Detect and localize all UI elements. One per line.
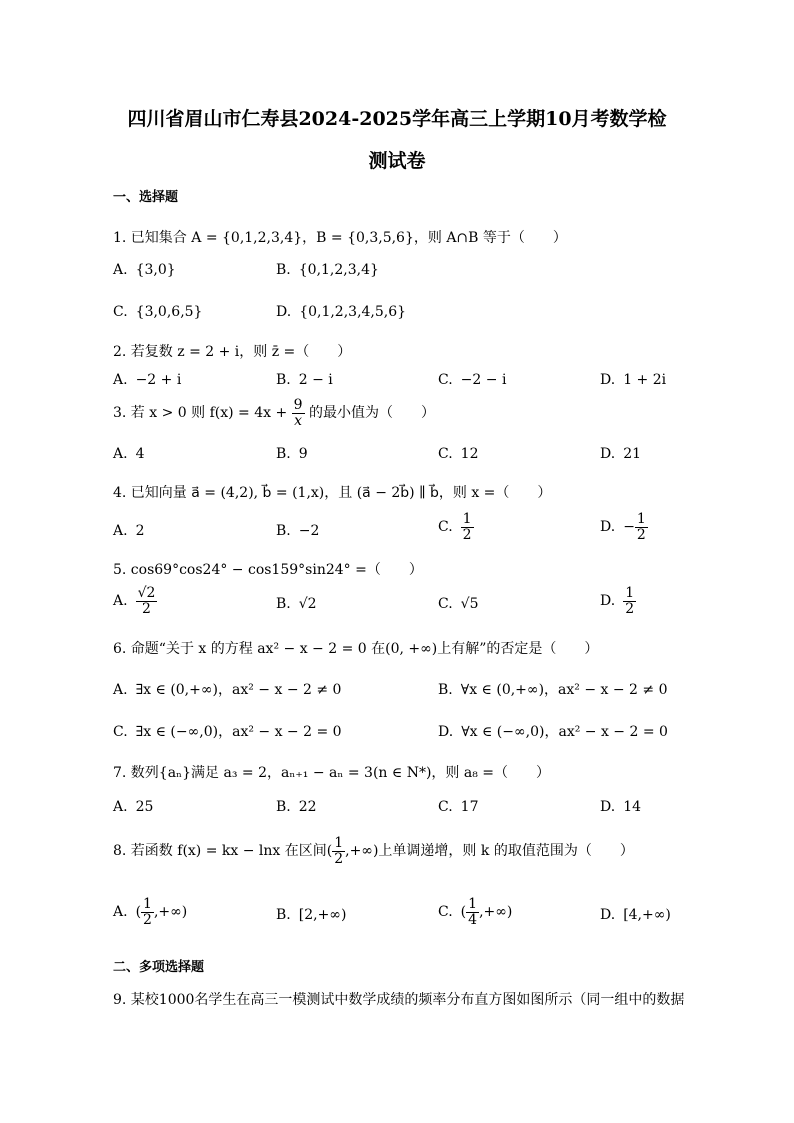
option-text: 1 + 2i bbox=[623, 372, 667, 388]
option-label: A. bbox=[113, 904, 128, 921]
option-label: C. bbox=[438, 596, 453, 612]
fraction-denominator: x bbox=[294, 412, 303, 429]
option-text: 12 bbox=[460, 446, 479, 462]
option-label: C. bbox=[438, 519, 453, 536]
option-label: B. bbox=[438, 682, 453, 698]
question-3-option-d bbox=[600, 446, 641, 462]
fraction-denominator: 2 bbox=[636, 526, 646, 543]
question-8-option-c bbox=[438, 897, 512, 927]
option-label: D. bbox=[438, 724, 454, 740]
option-text: ,+∞) bbox=[153, 904, 188, 921]
fraction-denominator: 2 bbox=[462, 526, 472, 543]
question-5-option-c bbox=[438, 596, 479, 612]
option-label: A. bbox=[113, 446, 128, 462]
question-1-option-c bbox=[113, 304, 202, 320]
stem-text: 3. 若 x > 0 则 f(x) = 4x + bbox=[113, 405, 288, 422]
fraction bbox=[635, 512, 648, 542]
question-1-option-d bbox=[276, 304, 406, 320]
option-text: 22 bbox=[298, 799, 317, 815]
option-text: ∃x ∈ (0,+∞)，ax² − x − 2 ≠ 0 bbox=[135, 682, 342, 698]
bracket-open: ( bbox=[135, 904, 142, 921]
question-8-stem bbox=[113, 836, 634, 866]
question-5-stem: 5. cos69°cos24° − cos159°sin24° =（ ） bbox=[113, 562, 423, 578]
option-text: ∀x ∈ (−∞,0)，ax² − x − 2 = 0 bbox=[461, 724, 668, 740]
question-6-option-b bbox=[438, 679, 668, 699]
option-text: 17 bbox=[460, 799, 479, 815]
question-2-option-c bbox=[438, 372, 506, 388]
fraction bbox=[466, 897, 479, 927]
option-label: C. bbox=[438, 799, 453, 815]
fraction-denominator: 2 bbox=[334, 850, 344, 867]
option-label: A. bbox=[113, 372, 128, 388]
question-1-option-b bbox=[276, 262, 379, 278]
option-text: 4 bbox=[135, 446, 145, 462]
option-label: A. bbox=[113, 523, 128, 539]
question-7-option-b bbox=[276, 799, 317, 815]
fraction-denominator: 2 bbox=[142, 600, 151, 617]
option-label: B. bbox=[276, 372, 291, 388]
question-1-option-a bbox=[113, 262, 176, 278]
option-text: 14 bbox=[623, 799, 642, 815]
question-4-option-d bbox=[600, 512, 648, 542]
question-6-option-d bbox=[438, 721, 668, 741]
option-text: 21 bbox=[623, 446, 642, 462]
stem-text: ,+∞)上单调递增，则 k 的取值范围为（ ） bbox=[345, 843, 634, 860]
option-label: C. bbox=[438, 904, 453, 921]
option-text: −2 bbox=[298, 523, 320, 539]
option-text: √2 bbox=[298, 596, 317, 612]
option-label: A. bbox=[113, 593, 128, 610]
option-text: √5 bbox=[460, 596, 479, 612]
fraction bbox=[141, 897, 154, 927]
question-2-option-a bbox=[113, 372, 181, 388]
option-text: {0,1,2,3,4} bbox=[298, 262, 379, 278]
option-label: D. bbox=[600, 519, 616, 536]
option-text: −2 − i bbox=[460, 372, 507, 388]
question-4-option-b bbox=[276, 523, 319, 539]
question-6-stem: 6. 命题“关于 x 的方程 ax² − x − 2 = 0 在(0, +∞)上有解”的否定是（ ） bbox=[113, 641, 599, 657]
fraction bbox=[623, 586, 636, 616]
question-5-option-a bbox=[113, 586, 157, 616]
question-8-option-b bbox=[276, 907, 346, 923]
option-label: D. bbox=[600, 446, 616, 462]
option-label: B. bbox=[276, 799, 291, 815]
option-label: D. bbox=[600, 799, 616, 815]
option-label: A. bbox=[113, 682, 128, 698]
option-label: B. bbox=[276, 446, 291, 462]
option-label: D. bbox=[276, 304, 292, 320]
option-text: [4,+∞) bbox=[623, 907, 671, 923]
option-label: B. bbox=[276, 907, 291, 923]
question-5-option-d bbox=[600, 586, 636, 616]
option-text: 25 bbox=[135, 799, 154, 815]
option-label: C. bbox=[113, 724, 128, 740]
question-3-stem bbox=[113, 398, 435, 428]
fraction-numerator: 9 bbox=[293, 397, 303, 413]
stem-text: 的最小值为（ ） bbox=[309, 405, 436, 422]
fraction-denominator: 4 bbox=[468, 911, 478, 928]
option-label: C. bbox=[438, 372, 453, 388]
question-3-option-c bbox=[438, 446, 479, 462]
question-4-option-c bbox=[438, 512, 474, 542]
option-label: C. bbox=[113, 304, 128, 320]
option-text: [2,+∞) bbox=[298, 907, 347, 923]
bracket-open: ( bbox=[460, 904, 467, 921]
fraction-numerator: √2 bbox=[137, 585, 156, 601]
question-7-stem: 7. 数列{aₙ}满足 a₃ = 2，aₙ₊₁ − aₙ = 3(n ∈ N*)，则 a₈ =（ ） bbox=[113, 765, 550, 781]
question-3-option-b bbox=[276, 446, 308, 462]
fraction-denominator: 2 bbox=[143, 911, 152, 928]
option-text: {3,0} bbox=[135, 262, 176, 278]
question-7-option-c bbox=[438, 799, 479, 815]
fraction-numerator: 1 bbox=[462, 511, 472, 527]
option-label: D. bbox=[600, 907, 616, 923]
fraction-numerator: 1 bbox=[625, 585, 635, 601]
option-label: A. bbox=[113, 262, 128, 278]
section-heading-single-choice: 一、选择题 bbox=[113, 190, 179, 205]
fraction bbox=[332, 836, 345, 866]
question-8-option-d bbox=[600, 907, 671, 923]
document-title-line2: 测试卷 bbox=[368, 150, 426, 172]
question-7-option-d bbox=[600, 799, 641, 815]
fraction-numerator: 1 bbox=[468, 896, 478, 912]
option-label: B. bbox=[276, 523, 291, 539]
fraction bbox=[292, 398, 305, 428]
question-2-option-d bbox=[600, 372, 666, 388]
question-9-stem: 9. 某校1000名学生在高三一模测试中数学成绩的频率分布直方图如图所示（同一组中的数据 bbox=[113, 992, 685, 1008]
question-6-option-c bbox=[113, 721, 342, 741]
section-heading-multiple-choice: 二、多项选择题 bbox=[113, 960, 205, 975]
stem-text: 8. 若函数 f(x) = kx − lnx 在区间( bbox=[113, 843, 333, 860]
option-text: 2 − i bbox=[298, 372, 333, 388]
option-text: {3,0,6,5} bbox=[135, 304, 203, 320]
question-2-option-b bbox=[276, 372, 333, 388]
option-text: ∀x ∈ (0,+∞)，ax² − x − 2 ≠ 0 bbox=[460, 682, 668, 698]
fraction bbox=[461, 512, 474, 542]
question-1-stem: 1. 已知集合 A = {0,1,2,3,4}，B = {0,3,5,6}，则 A∩B 等于（ ） bbox=[113, 230, 567, 246]
question-8-option-a bbox=[113, 897, 187, 927]
option-label: D. bbox=[600, 372, 616, 388]
question-2-stem: 2. 若复数 z = 2 + i，则 z̄ =（ ） bbox=[113, 344, 352, 360]
option-text: ,+∞) bbox=[479, 904, 513, 921]
option-text: 2 bbox=[135, 523, 145, 539]
question-4-stem: 4. 已知向量 a⃗ = (4,2), b⃗ = (1,x)，且 (a⃗ − 2b⃗) ∥ b⃗，则 x =（ ） bbox=[113, 485, 552, 501]
option-text: −2 + i bbox=[135, 372, 182, 388]
question-5-option-b bbox=[276, 596, 317, 612]
option-text: {0,1,2,3,4,5,6} bbox=[299, 304, 407, 320]
option-label: B. bbox=[276, 262, 291, 278]
option-text: 9 bbox=[298, 446, 308, 462]
question-4-option-a bbox=[113, 523, 144, 539]
fraction-numerator: 1 bbox=[143, 896, 152, 912]
option-label: A. bbox=[113, 799, 128, 815]
option-label: C. bbox=[438, 446, 453, 462]
option-text: ∃x ∈ (−∞,0)，ax² − x − 2 = 0 bbox=[135, 724, 342, 740]
fraction-numerator: 1 bbox=[334, 835, 344, 851]
fraction-numerator: 1 bbox=[636, 511, 646, 527]
question-7-option-a bbox=[113, 799, 153, 815]
fraction-denominator: 2 bbox=[625, 600, 635, 617]
question-6-option-a bbox=[113, 679, 341, 699]
minus-sign: − bbox=[623, 519, 635, 536]
fraction bbox=[136, 586, 158, 616]
document-title-line1: 四川省眉山市仁寿县2024-2025学年高三上学期10月考数学检 bbox=[127, 108, 667, 130]
question-3-option-a bbox=[113, 446, 144, 462]
option-label: D. bbox=[600, 593, 616, 610]
option-label: B. bbox=[276, 596, 291, 612]
